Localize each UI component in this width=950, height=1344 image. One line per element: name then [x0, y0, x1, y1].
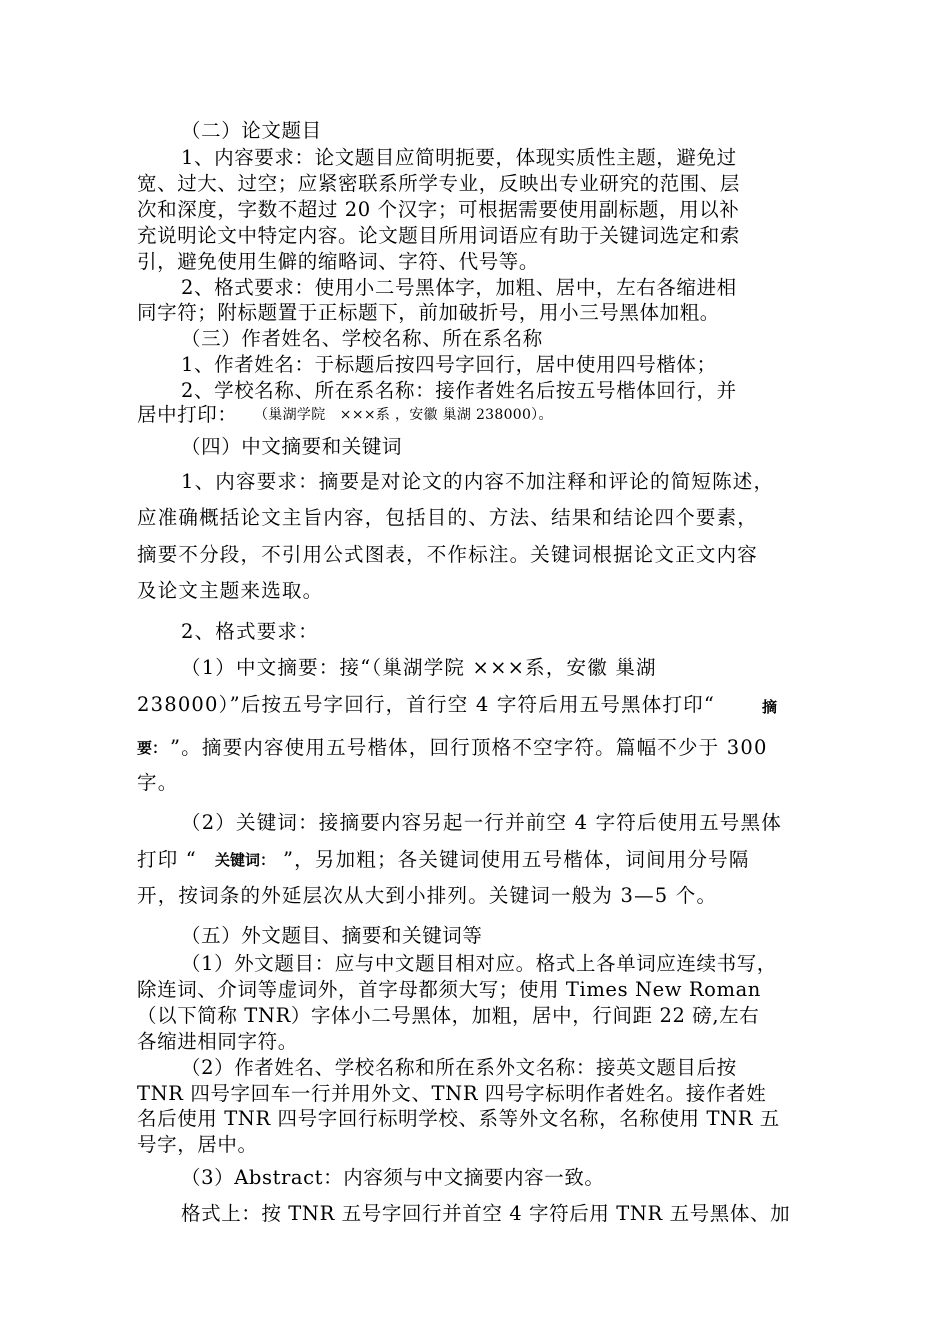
text-line: （1）外文题目：应与中文题目相对应。格式上各单词应连续书写，: [181, 952, 777, 975]
text-line: ”。摘要内容使用五号楷体，回行顶格不空字符。篇幅不少于 300: [170, 736, 768, 759]
text-line: ”，另加粗；各关键词使用五号楷体，词间用分号隔: [283, 848, 750, 871]
text-line-small: （巢湖学院 ×××系 ，安徽 巢湖 238000）。: [254, 407, 553, 423]
text-line: （2）关键词：接摘要内容另起一行并前空 4 字符后使用五号黑体: [181, 811, 782, 834]
text-line: 打印 “: [137, 848, 197, 871]
text-line: 除连词、介词等虚词外，首字母都须大写；使用 Times New Roman: [137, 978, 761, 1001]
bold-term: 关键词：: [215, 851, 276, 869]
text-line: （二）论文题目: [181, 119, 322, 142]
text-line: 宽、过大、过空；应紧密联系所学专业，反映出专业研究的范围、层: [137, 172, 741, 195]
text-line: （3）Abstract：内容须与中文摘要内容一致。: [181, 1166, 605, 1189]
bold-term: 摘: [762, 698, 778, 716]
text-line: 2、学校名称、所在系名称：接作者姓名后按五号楷体回行，并: [181, 379, 737, 402]
text-line: 格式上：按 TNR 五号字回行并首空 4 字符后用 TNR 五号黑体、加: [181, 1202, 791, 1225]
text-line: （四）中文摘要和关键词: [181, 435, 403, 458]
text-line: 同字符；附标题置于正标题下，前加破折号，用小三号黑体加粗。: [137, 301, 720, 324]
text-line: 充说明论文中特定内容。论文题目所用词语应有助于关键词选定和索: [137, 224, 741, 247]
text-line: 2、格式要求：: [181, 620, 319, 643]
text-line: （五）外文题目、摘要和关键词等: [181, 924, 483, 947]
bold-term: 要：: [137, 739, 168, 757]
text-line: 2、格式要求：使用小二号黑体字，加粗、居中，左右各缩进相: [181, 276, 737, 299]
text-line: 开，按词条的外延层次从大到小排列。关键词一般为 3—5 个。: [137, 884, 718, 907]
text-line: 1、作者姓名：于标题后按四号字回行，居中使用四号楷体；: [181, 353, 717, 376]
text-line: 名后使用 TNR 四号字回行标明学校、系等外文名称，名称使用 TNR 五: [137, 1107, 780, 1130]
text-line: （以下简称 TNR）字体小二号黑体，加粗，居中，行间距 22 磅,左右: [137, 1004, 760, 1027]
text-line: （1）中文摘要：接“（巢湖学院 ×××系，安徽 巢湖: [181, 656, 657, 679]
text-line: 1、内容要求：论文题目应简明扼要，体现实质性主题，避免过: [181, 146, 737, 169]
text-line: （三）作者姓名、学校名称、所在系名称: [181, 327, 543, 350]
text-line: 次和深度，字数不超过 20 个汉字；可根据需要使用副标题，用以补: [137, 198, 740, 221]
text-line: 应准确概括论文主旨内容，包括目的、方法、结果和结论四个要素，: [137, 506, 759, 529]
text-line: 居中打印：: [137, 403, 238, 426]
text-line: （2）作者姓名、学校名称和所在系外文名称：接英文题目后按: [181, 1056, 737, 1079]
text-line: 1、内容要求：摘要是对论文的内容不加注释和评论的简短陈述，: [181, 470, 775, 493]
text-line: 字。: [137, 771, 179, 794]
text-line: 各缩进相同字符。: [137, 1030, 298, 1053]
text-line: 引，避免使用生僻的缩略词、字符、代号等。: [137, 250, 540, 273]
text-line: TNR 四号字回车一行并用外文、TNR 四号字标明作者姓名。接作者姓: [137, 1082, 767, 1105]
text-line: 及论文主题来选取。: [137, 579, 324, 602]
text-line: 摘要不分段，不引用公式图表，不作标注。关键词根据论文正文内容: [137, 543, 759, 566]
text-line: 号字，居中。: [137, 1133, 258, 1156]
text-line: 238000）”后按五号字回行，首行空 4 字符后用五号黑体打印“: [137, 693, 716, 716]
